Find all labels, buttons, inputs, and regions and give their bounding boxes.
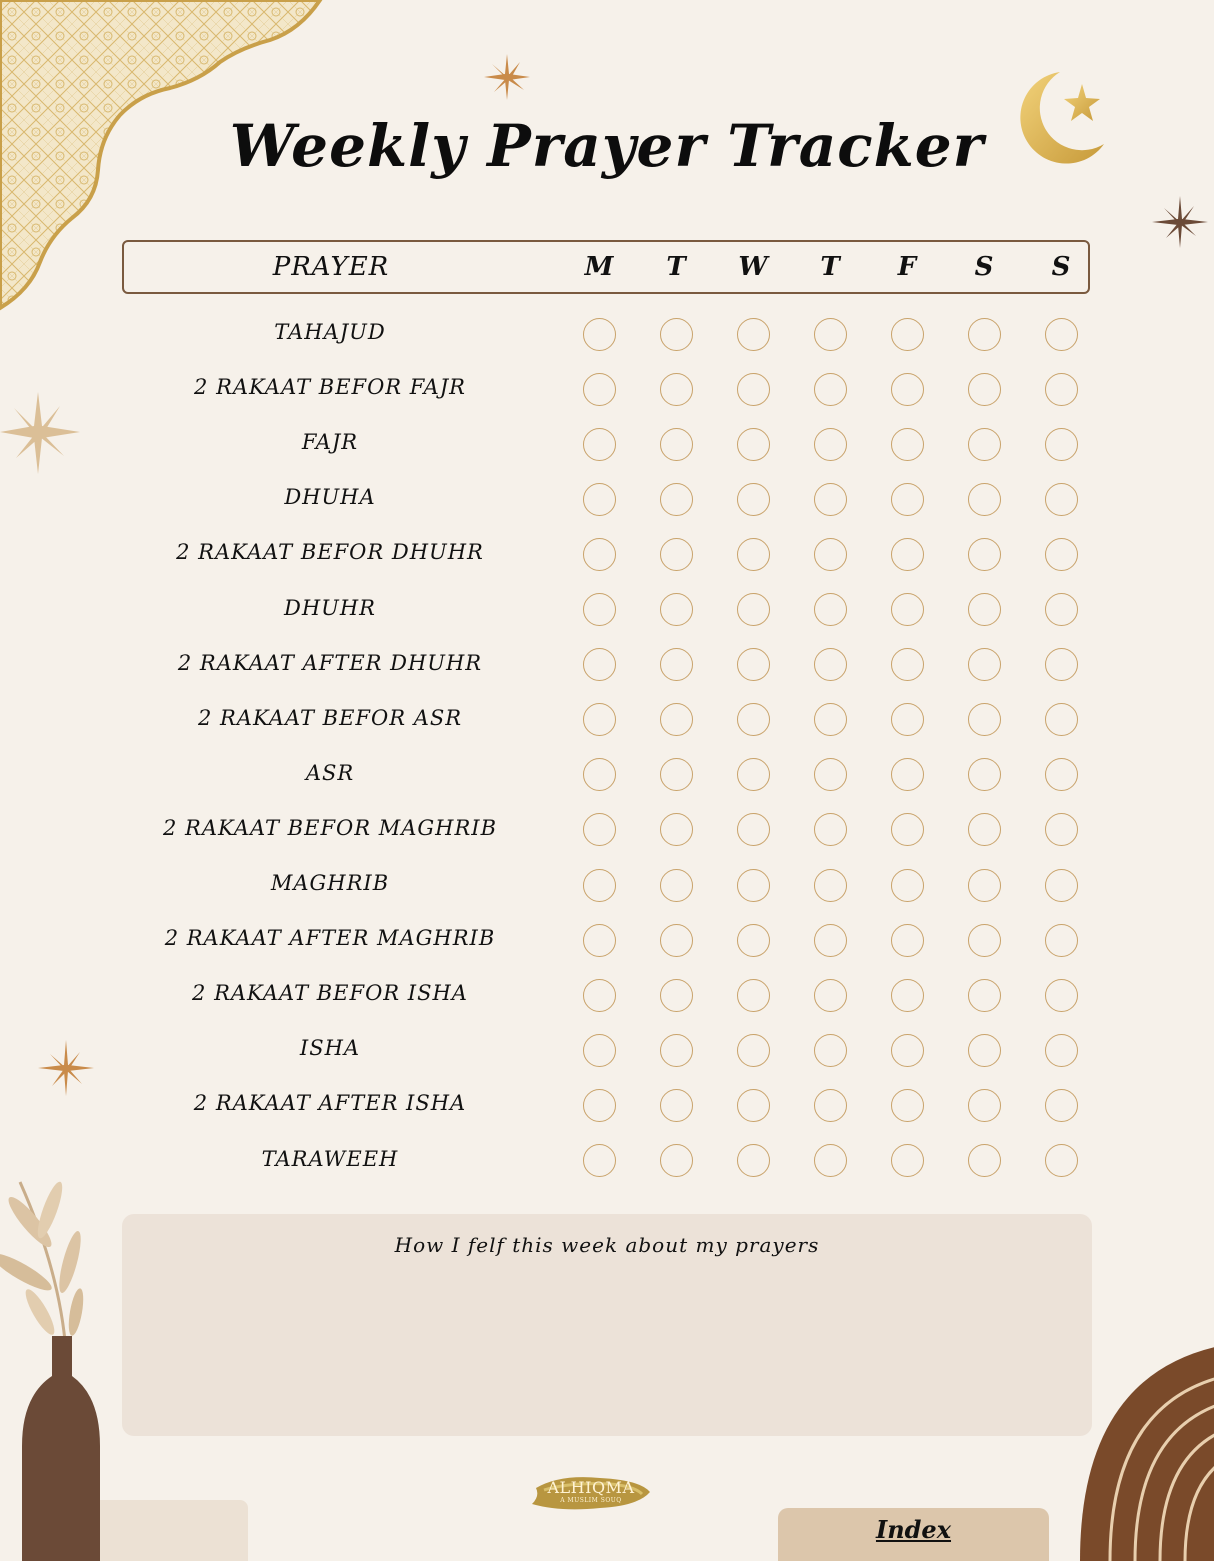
prayer-checkbox-circle[interactable] xyxy=(968,758,1001,791)
prayer-checkbox-circle[interactable] xyxy=(968,593,1001,626)
prayer-checkbox-circle[interactable] xyxy=(737,593,770,626)
prayer-checkbox-circle[interactable] xyxy=(737,1089,770,1122)
prayer-checkbox-circle[interactable] xyxy=(1045,318,1078,351)
prayer-row-label: FAJR xyxy=(301,430,359,455)
prayer-column-header: PRAYER xyxy=(272,252,390,282)
prayer-checkbox-circle[interactable] xyxy=(737,758,770,791)
prayer-checkbox-circle[interactable] xyxy=(660,1144,693,1177)
prayer-checkbox-circle[interactable] xyxy=(814,869,847,902)
prayer-checkbox-circle[interactable] xyxy=(968,483,1001,516)
prayer-checkbox-circle[interactable] xyxy=(1045,869,1078,902)
prayer-checkbox-circle[interactable] xyxy=(583,924,616,957)
prayer-row-label: DHUHR xyxy=(284,595,376,620)
prayer-checkbox-circle[interactable] xyxy=(660,538,693,571)
prayer-checkbox-circle[interactable] xyxy=(660,483,693,516)
prayer-row-label: MAGHRIB xyxy=(270,871,390,895)
prayer-checkbox-circle[interactable] xyxy=(814,758,847,791)
prayer-checkbox-circle[interactable] xyxy=(660,648,693,681)
prayer-checkbox-circle[interactable] xyxy=(968,1144,1001,1177)
sparkle-star-icon xyxy=(484,54,530,100)
prayer-checkbox-circle[interactable] xyxy=(583,703,616,736)
prayer-checkbox-circle[interactable] xyxy=(814,318,847,351)
prayer-row-label: 2 RAKAAT AFTER ISHA xyxy=(193,1091,467,1116)
prayer-checkbox-circle[interactable] xyxy=(814,593,847,626)
day-header-fri: F xyxy=(897,252,917,282)
prayer-checkbox-circle[interactable] xyxy=(1045,813,1078,846)
prayer-checkbox-circle[interactable] xyxy=(583,869,616,902)
prayer-checkbox-circle[interactable] xyxy=(737,703,770,736)
prayer-checkbox-circle[interactable] xyxy=(737,813,770,846)
prayer-row-label: 2 RAKAAT BEFOR FAJR xyxy=(194,375,466,400)
brand-logo-name: ALHIQMA xyxy=(547,1478,635,1497)
prayer-checkbox-circle[interactable] xyxy=(583,813,616,846)
prayer-row-label: 2 RAKAAT BEFOR ISHA xyxy=(192,981,468,1006)
prayer-row-label: 2 RAKAAT AFTER MAGHRIB xyxy=(164,926,496,951)
prayer-checkbox-circle[interactable] xyxy=(968,1089,1001,1122)
prayer-checkbox-circle[interactable] xyxy=(1045,538,1078,571)
prayer-row-label: DHUHA xyxy=(284,485,376,510)
day-header-mon: M xyxy=(584,252,614,282)
prayer-checkbox-circle[interactable] xyxy=(891,813,924,846)
prayer-checkbox-circle[interactable] xyxy=(660,924,693,957)
prayer-checkbox-circle[interactable] xyxy=(814,1144,847,1177)
prayer-checkbox-circle[interactable] xyxy=(737,1144,770,1177)
prayer-checkbox-circle[interactable] xyxy=(1045,703,1078,736)
sparkle-star-icon xyxy=(38,1040,94,1096)
sparkle-star-icon xyxy=(0,392,82,474)
prayer-row-label: 2 RAKAAT AFTER DHUHR xyxy=(177,650,483,675)
day-header-tue: T xyxy=(666,252,686,282)
prayer-checkbox-circle[interactable] xyxy=(660,428,693,461)
prayer-checkbox-circle[interactable] xyxy=(814,373,847,406)
day-header-sun: S xyxy=(1051,252,1071,282)
prayer-checkbox-circle[interactable] xyxy=(814,1034,847,1067)
prayer-checkbox-circle[interactable] xyxy=(968,428,1001,461)
prayer-checkbox-circle[interactable] xyxy=(891,758,924,791)
prayer-checkbox-circle[interactable] xyxy=(660,318,693,351)
prayer-checkbox-circle[interactable] xyxy=(891,869,924,902)
prayer-row-label: ISHA xyxy=(299,1036,361,1061)
prayer-checkbox-circle[interactable] xyxy=(660,979,693,1012)
rainbow-arch-icon xyxy=(1080,1340,1214,1561)
index-button-label[interactable]: Index xyxy=(875,1515,952,1544)
dried-leaf-branch-icon xyxy=(0,1162,96,1352)
prayer-checkbox-circle[interactable] xyxy=(583,1034,616,1067)
prayer-checkbox-circle[interactable] xyxy=(737,318,770,351)
prayer-checkbox-circle[interactable] xyxy=(1045,1144,1078,1177)
prayer-row-label: TARAWEEH xyxy=(261,1146,399,1171)
prayer-checkbox-circle[interactable] xyxy=(660,373,693,406)
notes-prompt: How I felf this week about my prayers xyxy=(394,1233,820,1257)
prayer-checkbox-circle[interactable] xyxy=(968,979,1001,1012)
prayer-checkbox-circle[interactable] xyxy=(1045,648,1078,681)
prayer-checkbox-circle[interactable] xyxy=(814,538,847,571)
prayer-checkbox-circle[interactable] xyxy=(1045,979,1078,1012)
prayer-checkbox-circle[interactable] xyxy=(737,979,770,1012)
prayer-checkbox-circle[interactable] xyxy=(891,428,924,461)
prayer-checkbox-circle[interactable] xyxy=(1045,483,1078,516)
prayer-checkbox-circle[interactable] xyxy=(891,979,924,1012)
prayer-checkbox-circle[interactable] xyxy=(968,1034,1001,1067)
prayer-row-label: 2 RAKAAT BEFOR DHUHR xyxy=(176,540,484,565)
prayer-checkbox-circle[interactable] xyxy=(968,373,1001,406)
prayer-checkbox-circle[interactable] xyxy=(583,428,616,461)
prayer-checkbox-circle[interactable] xyxy=(737,924,770,957)
prayer-checkbox-circle[interactable] xyxy=(737,428,770,461)
prayer-checkbox-circle[interactable] xyxy=(660,758,693,791)
prayer-checkbox-circle[interactable] xyxy=(891,924,924,957)
prayer-row-label: ASR xyxy=(305,760,355,785)
prayer-checkbox-circle[interactable] xyxy=(583,1144,616,1177)
prayer-checkbox-circle[interactable] xyxy=(891,648,924,681)
prayer-checkbox-circle[interactable] xyxy=(814,703,847,736)
prayer-checkbox-circle[interactable] xyxy=(583,1089,616,1122)
prayer-checkbox-circle[interactable] xyxy=(891,483,924,516)
day-header-wed: W xyxy=(738,252,768,282)
prayer-checkbox-circle[interactable] xyxy=(1045,1089,1078,1122)
prayer-checkbox-circle[interactable] xyxy=(737,373,770,406)
prayer-checkbox-circle[interactable] xyxy=(737,648,770,681)
prayer-checkbox-circle[interactable] xyxy=(968,869,1001,902)
prayer-checkbox-circle[interactable] xyxy=(891,1089,924,1122)
prayer-checkbox-circle[interactable] xyxy=(814,813,847,846)
vase-icon xyxy=(20,1336,102,1561)
prayer-checkbox-circle[interactable] xyxy=(891,373,924,406)
prayer-checkbox-circle[interactable] xyxy=(583,318,616,351)
prayer-checkbox-circle[interactable] xyxy=(737,1034,770,1067)
prayer-checkbox-circle[interactable] xyxy=(737,869,770,902)
day-header-thu: T xyxy=(820,252,840,282)
prayer-checkbox-circle[interactable] xyxy=(583,483,616,516)
prayer-checkbox-circle[interactable] xyxy=(1045,924,1078,957)
prayer-checkbox-circle[interactable] xyxy=(660,703,693,736)
prayer-checkbox-circle[interactable] xyxy=(583,593,616,626)
prayer-row-label: 2 RAKAAT BEFOR MAGHRIB xyxy=(162,815,498,840)
prayer-checkbox-circle[interactable] xyxy=(891,538,924,571)
prayer-checkbox-circle[interactable] xyxy=(968,648,1001,681)
prayer-checkbox-circle[interactable] xyxy=(737,538,770,571)
brand-logo-tagline: A MUSLIM SOUQ xyxy=(560,1497,622,1504)
prayer-checkbox-circle[interactable] xyxy=(660,869,693,902)
prayer-checkbox-circle[interactable] xyxy=(1045,758,1078,791)
prayer-checkbox-circle[interactable] xyxy=(1045,428,1078,461)
prayer-checkbox-circle[interactable] xyxy=(583,648,616,681)
prayer-checkbox-circle[interactable] xyxy=(660,1034,693,1067)
prayer-checkbox-circle[interactable] xyxy=(660,813,693,846)
prayer-checkbox-circle[interactable] xyxy=(583,758,616,791)
prayer-checkbox-circle[interactable] xyxy=(968,318,1001,351)
prayer-checkbox-circle[interactable] xyxy=(891,318,924,351)
prayer-checkbox-circle[interactable] xyxy=(583,373,616,406)
prayer-checkbox-circle[interactable] xyxy=(891,703,924,736)
prayer-checkbox-circle[interactable] xyxy=(583,979,616,1012)
prayer-checkbox-circle[interactable] xyxy=(968,813,1001,846)
sparkle-star-icon xyxy=(1152,196,1208,248)
prayer-checkbox-circle[interactable] xyxy=(968,924,1001,957)
prayer-checkbox-circle[interactable] xyxy=(891,1144,924,1177)
prayer-checkbox-circle[interactable] xyxy=(814,1089,847,1122)
prayer-checkbox-circle[interactable] xyxy=(1045,1034,1078,1067)
prayer-checkbox-circle[interactable] xyxy=(660,1089,693,1122)
prayer-checkbox-circle[interactable] xyxy=(1045,373,1078,406)
page-title: Weekly Prayer Tracker xyxy=(229,112,985,180)
prayer-checkbox-circle[interactable] xyxy=(737,483,770,516)
prayer-checkbox-circle[interactable] xyxy=(583,538,616,571)
prayer-checkbox-circle[interactable] xyxy=(1045,593,1078,626)
day-header-sat: S xyxy=(974,252,994,282)
prayer-row-label: 2 RAKAAT BEFOR ASR xyxy=(197,705,463,730)
prayer-checkbox-circle[interactable] xyxy=(891,1034,924,1067)
prayer-checkbox-circle[interactable] xyxy=(814,979,847,1012)
prayer-checkbox-circle[interactable] xyxy=(968,538,1001,571)
prayer-checkbox-circle[interactable] xyxy=(891,593,924,626)
prayer-checkbox-circle[interactable] xyxy=(814,428,847,461)
prayer-checkbox-circle[interactable] xyxy=(814,648,847,681)
prayer-checkbox-circle[interactable] xyxy=(814,483,847,516)
prayer-checkbox-circle[interactable] xyxy=(814,924,847,957)
prayer-checkbox-circle[interactable] xyxy=(968,703,1001,736)
prayer-row-label: TAHAJUD xyxy=(274,320,386,344)
prayer-checkbox-circle[interactable] xyxy=(660,593,693,626)
